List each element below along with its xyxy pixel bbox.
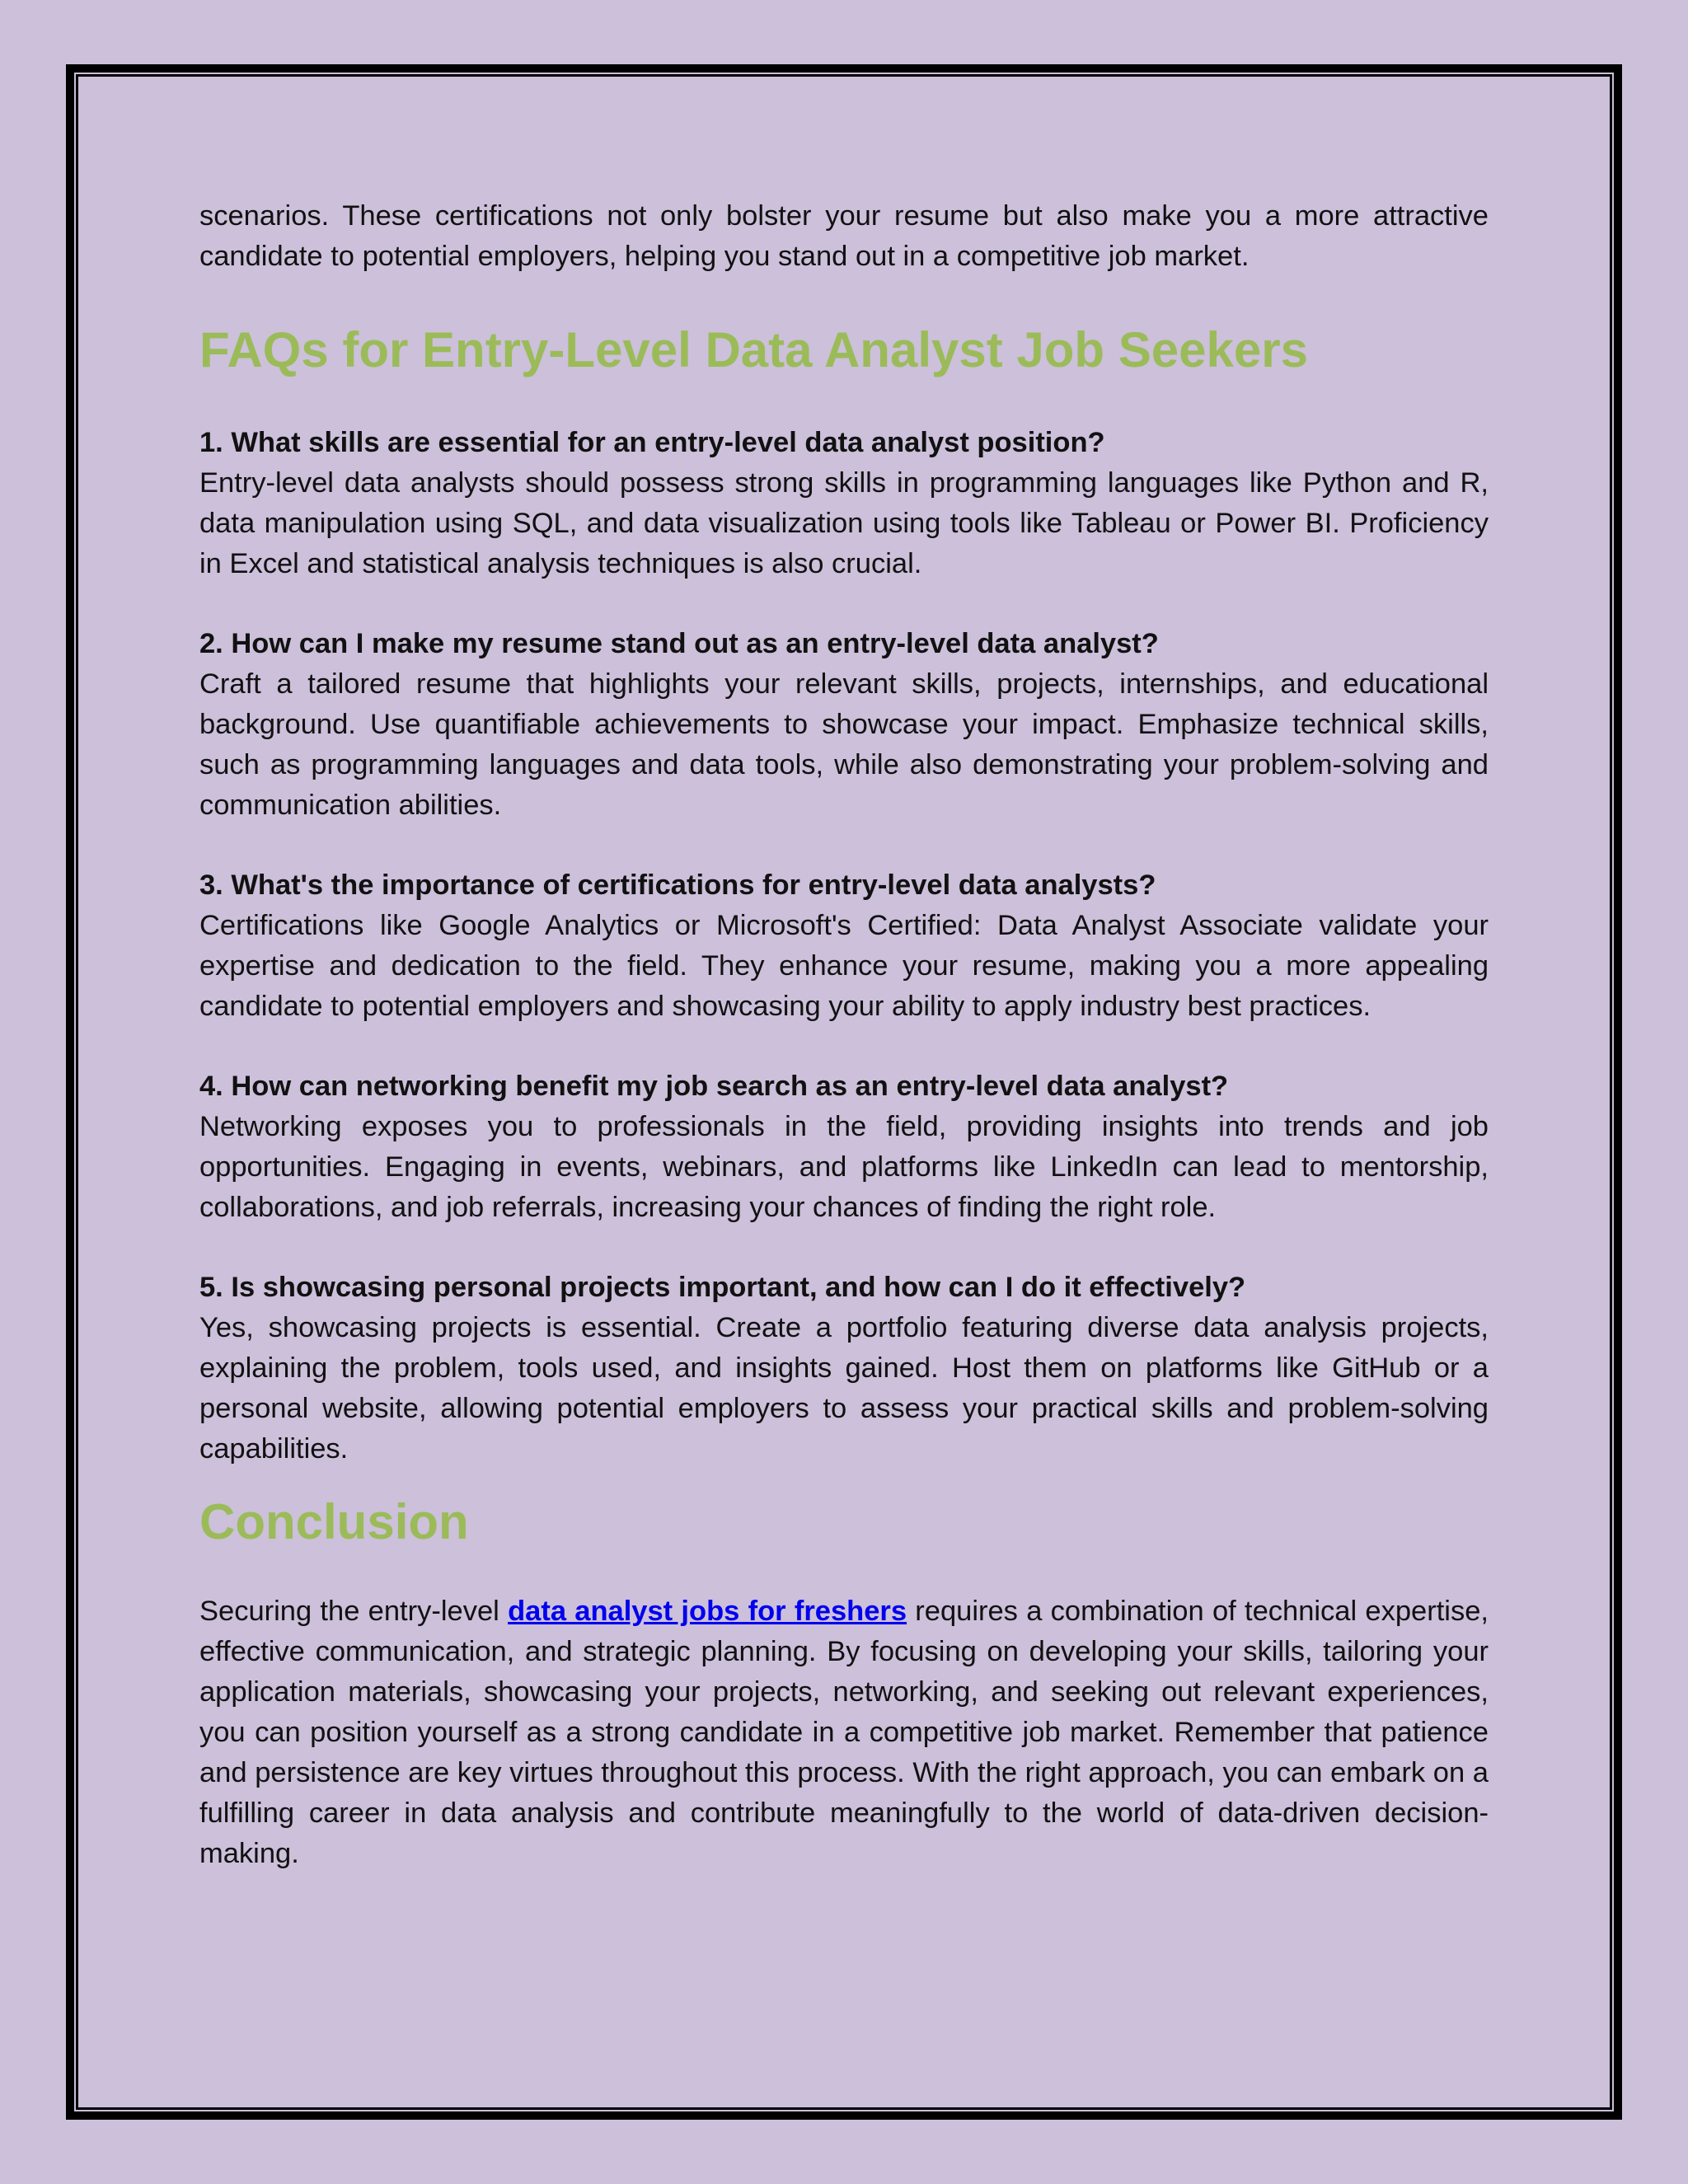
data-analyst-jobs-link[interactable]: data analyst jobs for freshers [508, 1596, 907, 1627]
faq-answer: Networking exposes you to professionals in the field, providing insights into trends and job opportunities. Engaging in events, webinars, and platforms like LinkedIn can lead to mentorship, collaborations, and job referrals, increasing your chances of finding the right role. [199, 1111, 1489, 1223]
conclusion-paragraph [199, 1591, 1489, 1874]
intro-paragraph: scenarios. These certifications not only bolster your resume but also make you a more attractive candidate to potential employers, helping you stand out in a competitive job market. [199, 200, 1489, 272]
conclusion-text-end: requires a combination of technical expertise, effective communication, and strategic planning. By focusing on developing your skills, tailoring your application materials, showcasing your projects, networking, and seeking out relevant experiences, you can position yourself as a strong candidate in a competitive job market. Remember that patience and persistence are key virtues throughout this process. With the right approach, you can embark on a fulfilling career in data analysis and contribute meaningfully to the world of data-driven decision-making. [199, 1596, 1489, 1869]
faq-item [199, 423, 1489, 584]
faq-question: 1. What skills are essential for an entry-level data analyst position? [199, 427, 1105, 458]
faq-item [199, 624, 1489, 826]
faq-answer: Craft a tailored resume that highlights your relevant skills, projects, internships, and educational background. Use quantifiable achievements to showcase your impact. Emphasize technical skills, such as programming languages and data tools, while also demonstrating your problem-solving and communication abilities. [199, 668, 1489, 821]
document-content [199, 196, 1489, 1874]
faq-item [199, 865, 1489, 1027]
faq-item [199, 1066, 1489, 1228]
faq-question: 4. How can networking benefit my job search as an entry-level data analyst? [199, 1071, 1229, 1102]
conclusion-text-start: Securing the entry-level [199, 1596, 509, 1627]
faq-answer: Yes, showcasing projects is essential. Create a portfolio featuring diverse data analysis projects, explaining the problem, tools used, and insights gained. Host them on platforms like GitHub or a personal website, allowing potential employers to assess your practical skills and problem-solving capabilities. [199, 1312, 1489, 1465]
faq-heading: FAQs for Entry-Level Data Analyst Job Seekers [199, 322, 1308, 377]
faq-question: 2. How can I make my resume stand out as an entry-level data analyst? [199, 628, 1159, 659]
faq-answer: Entry-level data analysts should possess strong skills in programming languages like Python and R, data manipulation using SQL, and data visualization using tools like Tableau or Power BI. Proficiency in Excel and statistical analysis techniques is also crucial. [199, 467, 1489, 579]
conclusion-heading: Conclusion [199, 1494, 469, 1549]
faq-question: 3. What's the importance of certifications for entry-level data analysts? [199, 869, 1156, 901]
faq-item [199, 1268, 1489, 1469]
faq-answer: Certifications like Google Analytics or Microsoft's Certified: Data Analyst Associate validate your expertise and dedication to the field. They enhance your resume, making you a more appealing candidate to potential employers and showcasing your ability to apply industry best practices. [199, 910, 1489, 1022]
faq-question: 5. Is showcasing personal projects important, and how can I do it effectively? [199, 1272, 1246, 1303]
